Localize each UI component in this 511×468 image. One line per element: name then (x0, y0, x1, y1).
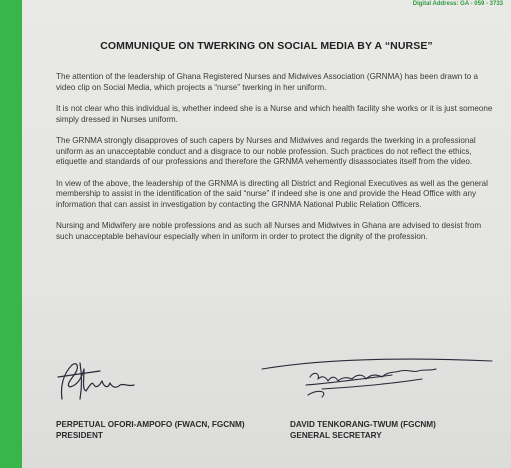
paragraph-3: The GRNMA strongly disapproves of such capers by Nurses and Midwives and regards the twerking in a professional uniform as an unacceptable conduct and a disgrace to our noble profession. Such practices do not reflect the ethics, etiquette and standards of our professions and therefore the GRNMA vehemently disassociates itself from the video. (56, 136, 476, 166)
paragraph-4: In view of the above, the leadership of the GRNMA is directing all District and Regional Executives as well as the general membership to assist in the identification of the said “nurse” if indeed she is one and provide the Head Office with any information that can assist in investigation by contacting the GRNMA National Public Relation Officers. (56, 178, 488, 209)
president-role: PRESIDENT (56, 431, 103, 440)
digital-address: Digital Address: GA - 059 - 3733 (412, 1, 503, 7)
paragraph-5: Nursing and Midwifery are noble professions and as such all Nurses and Midwives in Ghana are advised to desist from such unacceptable behaviour especially when in uniform in order to protect the dignity of the profession. (56, 221, 482, 241)
general-secretary-signatory (290, 419, 436, 441)
communique-title: COMMUNIQUE ON TWERKING ON SOCIAL MEDIA BY A “NURSE” (100, 40, 433, 52)
general-secretary-name: DAVID TENKORANG-TWUM (FGCNM) (290, 420, 436, 429)
letter-page (22, 0, 511, 468)
paragraph-1: The attention of the leadership of Ghana Registered Nurses and Midwives Association (GRNMA) has been drawn to a video clip on Social Media, which projects a “nurse” twerking in her uniform. (56, 72, 478, 92)
communique-body (56, 72, 496, 253)
green-margin-bar (0, 0, 22, 468)
president-signatory (56, 419, 245, 441)
president-name: PERPETUAL OFORI-AMPOFO (FWACN, FGCNM) (56, 420, 245, 429)
president-signature (58, 363, 134, 399)
signatures (22, 355, 511, 405)
general-secretary-role: GENERAL SECRETARY (290, 431, 382, 440)
paragraph-2: It is not clear who this individual is, whether indeed she is a Nurse and which health facility she works or it is just someone simply dressed in Nurses uniform. (56, 104, 493, 124)
general-secretary-signature (262, 359, 492, 397)
